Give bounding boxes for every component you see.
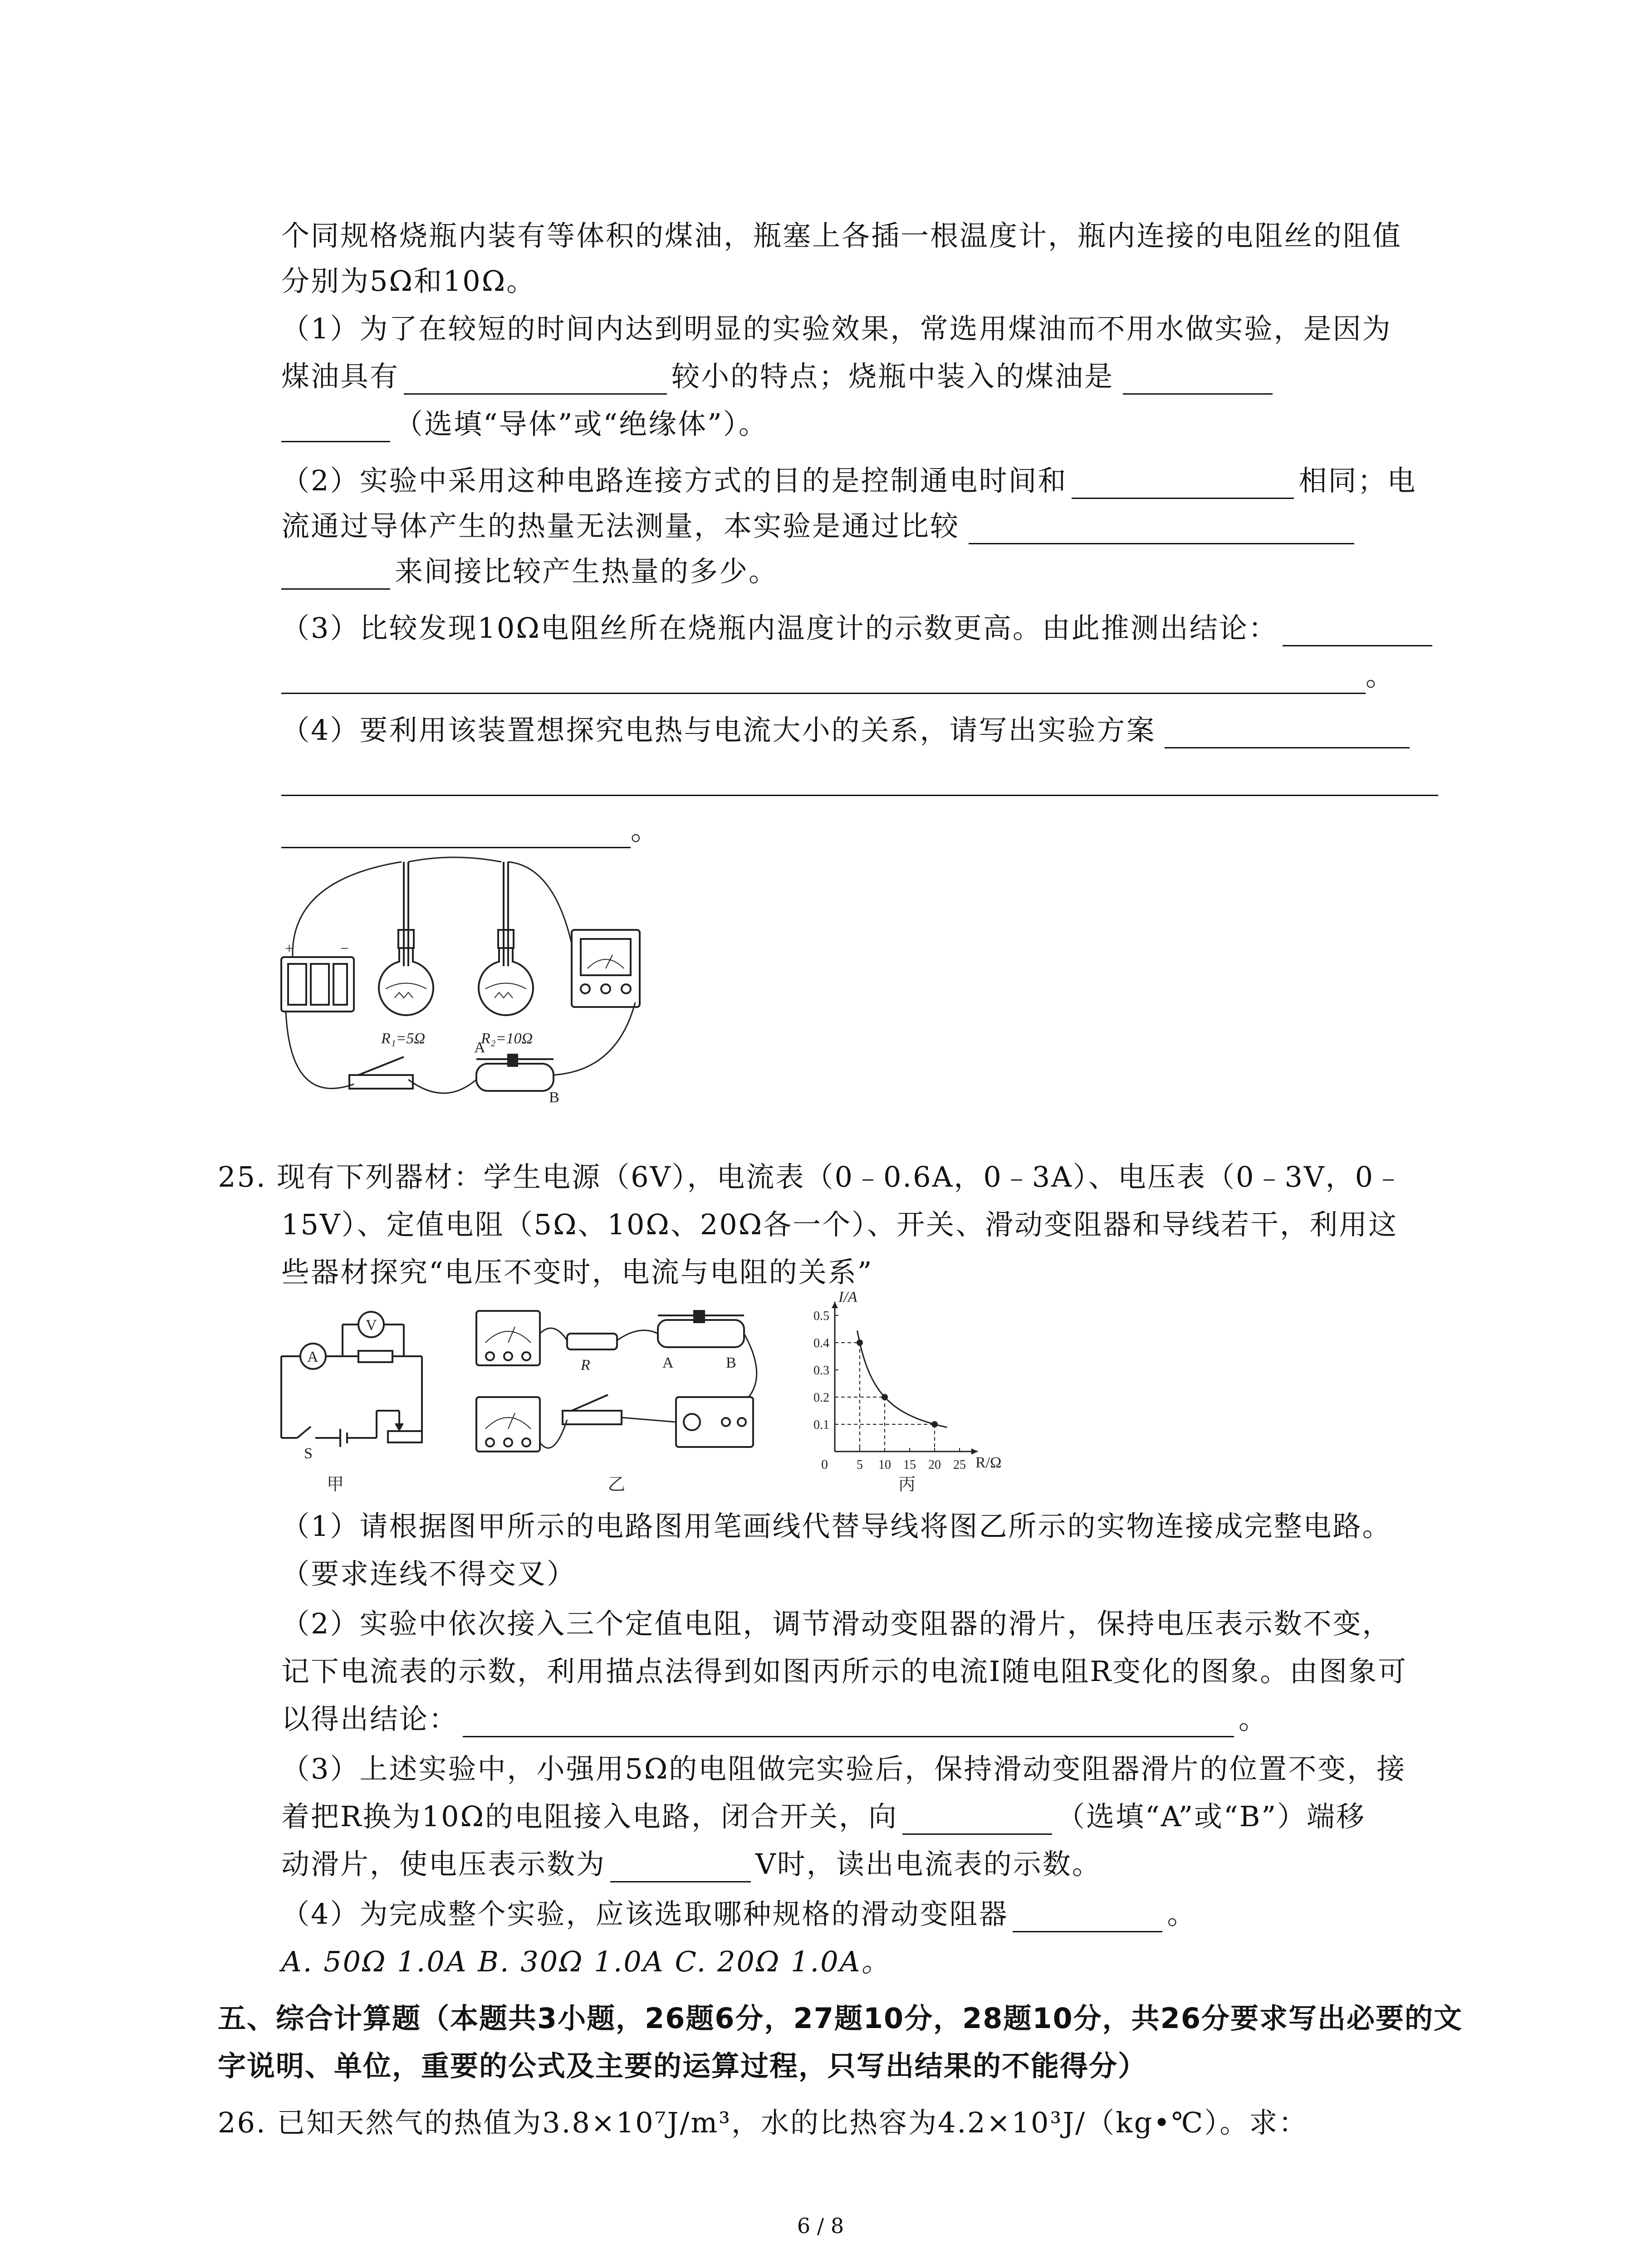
answer-blank[interactable] (404, 366, 667, 395)
section5-heading-line2: 字说明、单位，重要的公式及主要的运算过程，只写出结果的不能得分） (218, 2049, 1147, 2082)
chart-y-tick-label: 0.3 (813, 1364, 829, 1378)
rheostat-icon (476, 1055, 554, 1091)
q24-intro-line1: 个同规格烧瓶内装有等体积的煤油，瓶塞上各插一根温度计，瓶内连接的电阻丝的阻值 (281, 219, 1402, 252)
answer-blank[interactable] (281, 665, 1366, 694)
answer-blank[interactable] (902, 1806, 1052, 1835)
answer-blank[interactable] (1165, 720, 1410, 748)
chart-x-tick-label: 10 (878, 1458, 891, 1472)
chart-y-tick-label: 0.2 (813, 1391, 829, 1405)
answer-blank[interactable] (281, 767, 1438, 796)
chart-origin-label: 0 (821, 1457, 828, 1472)
rheostat-device-a-label: A (662, 1354, 674, 1371)
answer-blank[interactable] (1072, 470, 1294, 499)
resistor-device-icon (567, 1334, 617, 1349)
q24-p4-line3: 。 (281, 812, 660, 848)
chart-title: 丙 (898, 1474, 916, 1494)
q25-line3: 些器材探究“电压不变时，电流与电阻的关系” (281, 1256, 873, 1289)
flask-r1-icon (379, 862, 433, 1015)
chart-curve (857, 1330, 947, 1427)
r2-label: R₂=10Ω (481, 1030, 533, 1047)
q25-p3-line3: 动滑片，使电压表示数为 V时，读出电流表的示数。 (281, 1846, 1102, 1882)
section5-heading-line1: 五、综合计算题（本题共3小题，26题6分，27题10分，28题10分，共26分要求写出必要的文 (218, 2002, 1463, 2035)
switch-icon (349, 1057, 413, 1089)
answer-blank[interactable] (463, 1709, 1234, 1737)
answer-blank[interactable] (281, 561, 390, 590)
battery-minus-label: − (340, 940, 349, 957)
answer-blank[interactable] (969, 516, 1354, 544)
q24-intro-line2: 分别为5Ω和10Ω。 (281, 264, 536, 298)
q24-p2-line2: 流通过导体产生的热量无法测量，本实验是通过比较 (281, 508, 1354, 544)
voltmeter-label: V (366, 1317, 377, 1334)
chart-y-tick-label: 0.1 (813, 1418, 829, 1432)
ammeter-icon (572, 930, 640, 1007)
q25-p2-line3: 以得出结论： 。 (281, 1701, 1268, 1737)
q25-p2-line2: 记下电流表的示数，利用描点法得到如图丙所示的电流I随电阻R变化的图象。由图象可 (281, 1655, 1408, 1688)
battery-icon (281, 957, 354, 1012)
chart-data-point (931, 1421, 938, 1427)
chart-x-tick-label: 5 (857, 1458, 863, 1472)
q25-p3-line2: 着把R换为10Ω的电阻接入电路，闭合开关，向 （选填“A”或“B”）端移 (281, 1799, 1366, 1835)
q25-p1-line2: （要求连线不得交叉） (281, 1557, 577, 1590)
q25-line1: 25. 现有下列器材：学生电源（6V），电流表（0﹣0.6A，0﹣3A）、电压表（0﹣3V，0﹣ (218, 1160, 1404, 1193)
q24-p2-line3: 来间接比较产生热量的多少。 (281, 553, 778, 590)
q24-p1-line1: （1）为了在较短的时间内达到明显的实验效果，常选用煤油而不用水做实验，是因为 (281, 312, 1392, 345)
answer-blank[interactable] (1013, 1904, 1162, 1932)
chart-x-tick-label: 25 (953, 1458, 966, 1472)
chart-y-arrow (832, 1302, 838, 1308)
chart-x-tick-label: 15 (903, 1458, 916, 1472)
q24-p1-line3: （选填“导体”或“绝缘体”）。 (281, 406, 768, 442)
resistor-device-label: R (581, 1357, 590, 1374)
q25-p4-line1: （4）为完成整个实验，应该选取哪种规格的滑动变阻器 。 (281, 1896, 1196, 1932)
figure-jia-label: 甲 (327, 1474, 344, 1494)
ammeter-device-icon (476, 1397, 540, 1452)
physical-apparatus-yi (472, 1306, 771, 1497)
chart-data-point (857, 1339, 863, 1346)
chart-y-tick-label: 0.5 (813, 1309, 829, 1323)
q24-p1-line2: 煤油具有 较小的特点；烧瓶中装入的煤油是 (281, 358, 1273, 395)
rheostat-device-icon (658, 1311, 744, 1347)
voltmeter-device-icon (476, 1311, 540, 1365)
q26-line1: 26. 已知天然气的热值为3.8×10⁷J/m³，水的比热容为4.2×10³J/（kg•℃）。求： (218, 2106, 1308, 2139)
answer-blank[interactable] (281, 820, 631, 848)
q25-p2-line1: （2）实验中依次接入三个定值电阻，调节滑动变阻器的滑片，保持电压表示数不变， (281, 1607, 1392, 1640)
q24-p2-line1: （2）实验中采用这种电路连接方式的目的是控制通电时间和 相同；电 (281, 463, 1416, 499)
chart-y-axis-label: I/A (838, 1289, 857, 1305)
circuit-diagram-jia (272, 1306, 476, 1497)
joule-heating-apparatus-figure (272, 853, 653, 1125)
rheostat-a-label: A (474, 1039, 485, 1056)
answer-blank[interactable] (281, 414, 390, 442)
q24-p4-line2 (281, 760, 1438, 796)
chart-x-axis-label: R/Ω (975, 1454, 1002, 1471)
q25-p1-line1: （1）请根据图甲所示的电路图用笔画线代替导线将图乙所示的实物连接成完整电路。 (281, 1510, 1392, 1543)
flask-r2-icon (479, 862, 533, 1015)
answer-blank[interactable] (1123, 366, 1273, 395)
current-resistance-chart (771, 1288, 1007, 1501)
battery-plus-label: + (285, 940, 294, 957)
q25-line2: 15V）、定值电阻（5Ω、10Ω、20Ω各一个）、开关、滑动变阻器和导线若干，利用这 (281, 1208, 1398, 1241)
power-supply-icon (676, 1397, 753, 1447)
q25-options: A. 50Ω 1.0A B. 30Ω 1.0A C. 20Ω 1.0A。 (281, 1945, 891, 1978)
r1-label: R₁=5Ω (381, 1030, 426, 1047)
chart-x-tick-label: 20 (928, 1458, 941, 1472)
switch-symbol (297, 1427, 311, 1438)
resistor-symbol (358, 1351, 392, 1362)
answer-blank[interactable] (1283, 618, 1432, 646)
ammeter-label: A (307, 1349, 318, 1365)
rheostat-symbol (388, 1431, 422, 1442)
chart-y-tick-label: 0.4 (813, 1336, 829, 1350)
switch-device-icon (563, 1395, 622, 1424)
rheostat-b-label: B (549, 1089, 559, 1106)
q24-p4-line1: （4）要利用该装置想探究电热与电流大小的关系，请写出实验方案 (281, 712, 1410, 748)
q24-p3-line2: 。 (281, 658, 1395, 694)
chart-data-point (882, 1394, 888, 1400)
chart-x-arrow (971, 1448, 978, 1455)
q25-p3-line1: （3）上述实验中，小强用5Ω的电阻做完实验后，保持滑动变阻器滑片的位置不变，接 (281, 1752, 1406, 1785)
page-number: 6 / 8 (797, 2214, 844, 2238)
rheostat-device-b-label: B (726, 1354, 736, 1371)
q24-p3-line1: （3）比较发现10Ω电阻丝所在烧瓶内温度计的示数更高。由此推测出结论： (281, 610, 1432, 646)
figure-yi-label: 乙 (608, 1474, 626, 1494)
switch-label: S (304, 1445, 313, 1462)
answer-blank[interactable] (610, 1854, 751, 1882)
